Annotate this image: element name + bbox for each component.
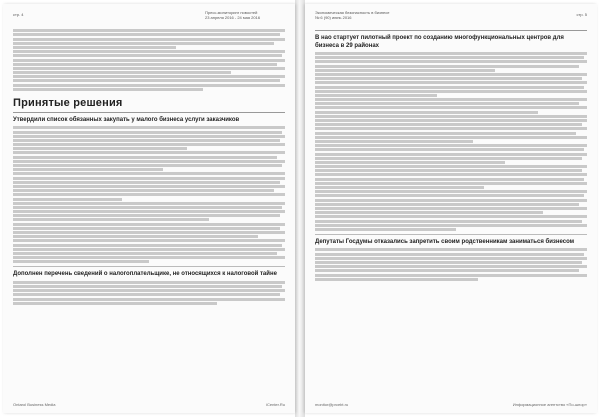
article-body	[13, 281, 285, 305]
left-footer	[13, 402, 285, 409]
article-body	[13, 223, 285, 239]
footer-email: monitor@prcebt.ru	[315, 402, 349, 407]
article-body	[315, 73, 587, 97]
right-content	[315, 28, 587, 399]
left-page	[3, 4, 295, 413]
article-body	[315, 144, 587, 164]
paragraph	[13, 75, 285, 91]
left-header	[13, 10, 285, 25]
paragraph	[13, 50, 285, 74]
page-number: стр. 5	[576, 12, 587, 17]
section-heading: Принятые решения	[13, 96, 123, 109]
footer-agency: Информационное агентство «По-шпор»	[512, 402, 587, 407]
article-body	[315, 248, 587, 280]
article-body	[315, 165, 587, 189]
divider	[13, 266, 285, 267]
left-content	[13, 28, 285, 399]
article-title: Утвердили список обязанных закупать у малого бизнеса услуги заказчиков	[13, 116, 240, 123]
header-issue: № 6 (90) июнь 2016	[315, 15, 352, 20]
article-body	[315, 215, 587, 231]
footer-source: iCenter.Ru	[266, 402, 285, 407]
footer-publisher: Ontarol Business Media	[13, 402, 56, 407]
article-body	[13, 151, 285, 171]
article-title: В нао стартует пилотный проект по созданию многофункциональных центров для бизнеса в 29 районах	[315, 35, 564, 49]
article-title: Дополнен перечень сведений о налогоплательщике, не относящихся к налоговой тайне	[13, 271, 277, 278]
article-body	[13, 126, 285, 150]
page-number: стр. 4	[13, 12, 24, 17]
book-gutter	[295, 0, 305, 417]
article-body	[13, 172, 285, 200]
right-footer	[315, 402, 587, 409]
header-title-text: Пресс-мониторинг новостей	[205, 10, 258, 15]
header-title	[205, 10, 285, 20]
header-title	[315, 10, 395, 20]
intro-paragraph	[13, 29, 285, 49]
article-body	[13, 239, 285, 263]
article-body	[315, 98, 587, 114]
header-title-text: Экономическая безопасность в бизнесе	[315, 10, 390, 15]
article-body	[13, 202, 285, 222]
article-body	[315, 52, 587, 72]
divider	[315, 234, 587, 235]
divider	[13, 112, 285, 113]
right-header	[315, 10, 587, 25]
article-body	[315, 115, 587, 143]
article-body	[315, 190, 587, 214]
header-dates: 23 апреля 2016 - 24 мая 2016	[205, 15, 261, 20]
divider	[315, 30, 587, 31]
right-page	[305, 4, 597, 413]
article-title: Депутаты Госдумы отказались запретить своим родственникам заниматься бизнесом	[315, 238, 575, 245]
